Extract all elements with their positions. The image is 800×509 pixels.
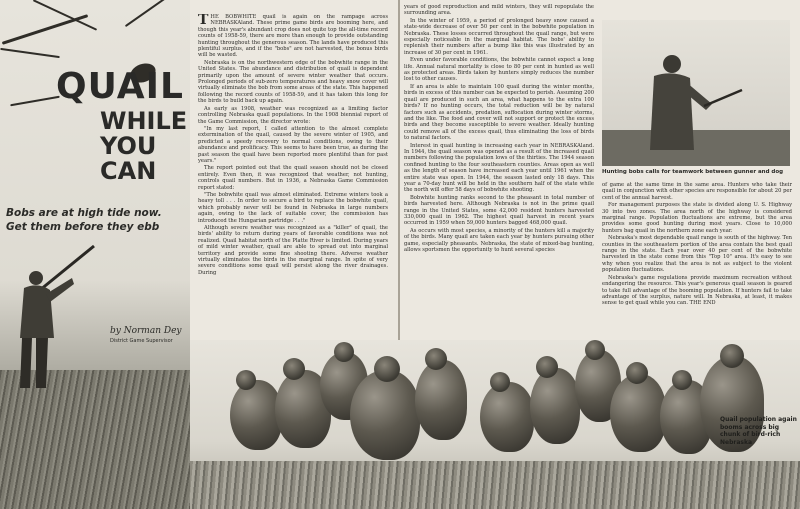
paragraph: If an area is able to maintain 100 quail during the winter months, birds in excess of this number can be expected to perish. Assuming 200 quail are produced in such an area, what happens to the extra 100 birds? If no hunting occurs, the total reduction will be by natural factors such as accidents, predation, suffocation during winter storms, and the like. The food and cover will not support or protect the excess birds and they become susceptible to severe weather. Ideally hunting could remove all of the excess quail, thus eliminating the loss of birds to natural factors. bbox=[404, 83, 594, 142]
hunter-with-shotgun-icon bbox=[2, 238, 102, 398]
article-column-1 bbox=[198, 14, 388, 334]
article-column-3 bbox=[602, 182, 792, 332]
paragraph: As occurs with most species, a minority of the hunters kill a majority of the birds. Many quail are taken each year by hunters pursuing other game, especially pheasants. Nebraska, the state of mixed-bag hunting, allows sportsmen the opportunity to hunt several species bbox=[404, 227, 594, 254]
quail-icon bbox=[610, 374, 666, 452]
branch-shape bbox=[0, 48, 60, 58]
ground-texture bbox=[190, 461, 800, 509]
article-column-2 bbox=[404, 4, 594, 328]
paragraph: Interest in quail hunting is increasing each year in NEBRASKAland. In 1944, the quail season was opened as a result of the increased quail numbers following the population lows of the thirties. The 1944 season confined hunting to the four southeastern counties. Areas open as well as the length of season have increased each year until 1961 when the entire state was open. In 1944, the season lasted only 18 days. This year a 70-day hunt will be held in the southern half of the state while the north will offer 58 days of bobwhite shooting. bbox=[404, 142, 594, 194]
subtitle bbox=[6, 206, 186, 234]
drop-cap: T bbox=[198, 14, 209, 28]
quail-icon bbox=[480, 382, 534, 452]
title-while: WHILE bbox=[100, 107, 188, 135]
paragraph: As early as 1908, weather was recognized as a limiting factor controlling Nebraska quail populations. In the 1908 biennial report of the Game Commission, the director wrote: bbox=[198, 105, 388, 125]
branch-shape bbox=[10, 96, 60, 107]
paragraph: The report pointed out that the quail season should not be closed entirely. Even then, it was recognized that weather, not hunting, controls quail numbers. But in 1936, a Nebraska Game Commission report stated: bbox=[198, 165, 388, 191]
paragraph: years of good reproduction and mild winters, they will repopulate the surrounding area. bbox=[404, 4, 594, 17]
title-you: YOU bbox=[100, 132, 157, 160]
branch-shape bbox=[125, 0, 175, 27]
byline: by Norman Dey bbox=[110, 326, 182, 336]
paragraph: Nebraska's most dependable quail range is south of the highway. Ten counties in the southeastern portion of the area contain the best quail range in the state. Each year over 40 per cent of the bobwhite harvested in the state come from this "Top 10" area. It's easy to see why when you realize that the area is not as subject to the violent population fluctuations. bbox=[602, 235, 792, 274]
paragraph: "In my last report, I called attention to the almost complete extermination of the quail, caused by the severe winter of 1905, and predicted a speedy recovery to normal conditions, owing to their abundance and prolificacy. This seems to have been true, as during the past season the quail have been reported more plentiful than for past years." bbox=[198, 125, 388, 164]
quail-icon bbox=[530, 368, 580, 444]
quail-icon bbox=[415, 360, 467, 440]
paragraph: Nebraska is on the northwestern edge of the bobwhite range in the United States. The abundance and distribution of quail is dependent primarily upon the amount of severe winter weather that occurs. Prolonged periods of sub-zero temperatures and heavy snow cover will virtually eliminate the bob from some areas of the state. This happened following the record counts of 1958-59, and it has taken this long for the birds to build back up again. bbox=[198, 59, 388, 105]
subtitle-line-1: Bobs are at high tide now. bbox=[6, 207, 162, 219]
byline-role: District Game Supervisor bbox=[110, 338, 173, 344]
paragraph: Even under favorable conditions, the bobwhite cannot expect a long life. Annual natural mortality is close to 80 per cent in hunted as well as protected areas. Birds taken by hunters simply reduces the number lost to other causes. bbox=[404, 57, 594, 83]
title-can: CAN bbox=[100, 157, 157, 185]
birds-caption: Quail population again booms across big chunk of bird-rich Nebraska bbox=[720, 416, 797, 446]
title-quail: QUAIL bbox=[56, 66, 184, 107]
paragraph: For management purposes the state is divided along U. S. Highway 30 into two zones. The area north of the highway is considered marginal range. Population fluctuations are extreme, but the area provides some good hunting during most years. Close to 10,000 hunters bag quail in the northern zone each year. bbox=[602, 202, 792, 234]
paragraph: HE BOBWHITE quail is again on the rampage across NEBRASKAland. These prime game birds are booming here, and though this year's abundant crop does not quite top the all-time record counts of 1958-59, there are more than enough to provide outstanding hunting throughout the generous season. The lands have produced this plentiful surplus, and if the "bobs" are not harvested, the bonus birds will be wasted. bbox=[198, 14, 388, 59]
quail-icon bbox=[350, 370, 420, 460]
hunter-figure-icon bbox=[602, 20, 790, 166]
paragraph: In the winter of 1959, a period of prolonged heavy snow caused a state-wide decrease of over 50 per cent in the bobwhite population in Nebraska. These losses occurred throughout the quail range, but were especially noticeable in the marginal habitat. The bobs' ability to replenish their numbers after a bump like this was illustrated by an increase of 30 per cent in 1961. bbox=[404, 17, 594, 56]
subtitle-line-2: Get them before they ebb bbox=[6, 221, 160, 233]
paragraph: Although severe weather was recognized as a "killer" of quail, the birds' ability to return during years of favorable conditions was not realized. Quail habitat north of the Platte River is limited. During years of mild winter weather, quail are able to spread out into marginal territory and provide some fine shooting there. Adverse weather virtually eliminates the birds in the marginal range. In spite of very severe conditions some quail will persist along the river drainages. During bbox=[198, 225, 388, 276]
hunter-and-dog-photo bbox=[602, 20, 790, 166]
quail-icon bbox=[230, 380, 282, 450]
paragraph: "The bobwhite quail was almost eliminated. Extreme winters took a heavy toll . . . In order to secure a bird to replace the bobwhite quail, which probably never will be found in Nebraska in large numbers again, owing to the lack of suitable cover, the commission has introduced the Hungarian partridge . . ." bbox=[198, 191, 388, 224]
photo-caption: Hunting bobs calls for teamwork between gunner and dog bbox=[602, 169, 784, 175]
paragraph: Bobwhite hunting ranks second to the pheasant in total number of birds harvested here. Although Nebraska is not in the prime quail range in the United States, some 42,000 resident hunters harvested 330,000 quail in 1962. The highest quail harvest in recent years occurred in 1959 when 59,000 hunters bagged 468,000 quail. bbox=[404, 194, 594, 227]
paragraph: of game at the same time in the same area. Hunters who take their quail in conjunction with other species are responsible for about 20 per cent of the annual harvest. bbox=[602, 182, 792, 201]
quail-flock-photo bbox=[190, 340, 800, 509]
paragraph: Nebraska's game regulations provide maximum recreation without endangering the resource. This year's generous quail season is geared to take full advantage of the booming population. If hunters fail to take advantage of the surplus, nature will. In Nebraska, at least, it makes sense to get quail while you can. THE END bbox=[602, 274, 792, 307]
title-photo bbox=[0, 0, 190, 509]
